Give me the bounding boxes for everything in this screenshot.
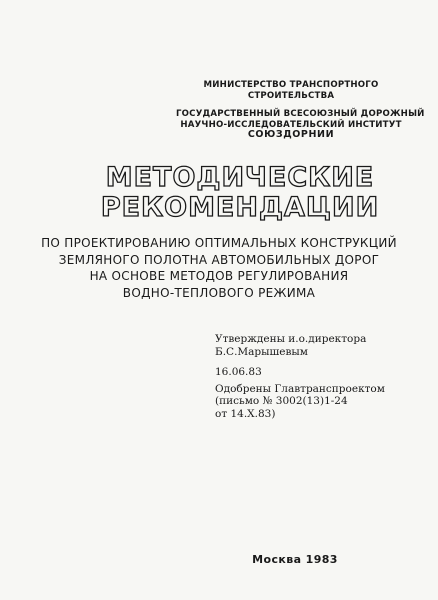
issuing-organization: [176, 80, 425, 141]
endorsed-by-line-1: Одобрены Главтранспроектом: [215, 382, 385, 395]
footer-text: Москва 1983: [252, 553, 338, 566]
approved-by-line-1: Утверждены и.о.директора: [215, 333, 367, 345]
document-title: [100, 163, 380, 223]
subtitle-line-1: ПО ПРОЕКТИРОВАНИЮ ОПТИМАЛЬНЫХ КОНСТРУКЦИЙ: [41, 236, 397, 250]
ministry-line-2: СТРОИТЕЛЬСТВА: [247, 90, 335, 101]
approval-note: [215, 333, 415, 420]
title-line-2: РЕКОМЕНДАЦИИ: [100, 192, 380, 223]
approved-by-line-2: Б.С.Марышевым: [215, 345, 308, 358]
endorsed-by-line-2: (письмо № 3002(13)1-24: [215, 395, 348, 407]
subtitle-line-2: ЗЕМЛЯНОГО ПОЛОТНА АВТОМОБИЛЬНЫХ ДОРОГ: [58, 252, 380, 267]
endorsed-by-line-3: от 14.Х.83): [215, 407, 276, 420]
institute-brand: СОЮЗДОРНИИ: [247, 129, 335, 140]
subtitle-line-3: НА ОСНОВЕ МЕТОДОВ РЕГУЛИРОВАНИЯ: [89, 269, 349, 283]
institute-line-1: ГОСУДАРСТВЕННЫЙ ВСЕСОЮЗНЫЙ ДОРОЖНЫЙ: [176, 109, 425, 119]
approved-date: 16.06.83: [215, 366, 262, 378]
institute-line-2: НАУЧНО-ИССЛЕДОВАТЕЛЬСКИЙ ИНСТИТУТ: [180, 119, 402, 130]
publication-place-year: [180, 548, 410, 567]
ministry-line-1: МИНИСТЕРСТВО ТРАНСПОРТНОГО: [203, 80, 379, 90]
document-subtitle: [30, 235, 408, 301]
title-line-1: МЕТОДИЧЕСКИЕ: [105, 162, 375, 193]
subtitle-line-4: ВОДНО-ТЕПЛОВОГО РЕЖИМА: [122, 285, 316, 300]
